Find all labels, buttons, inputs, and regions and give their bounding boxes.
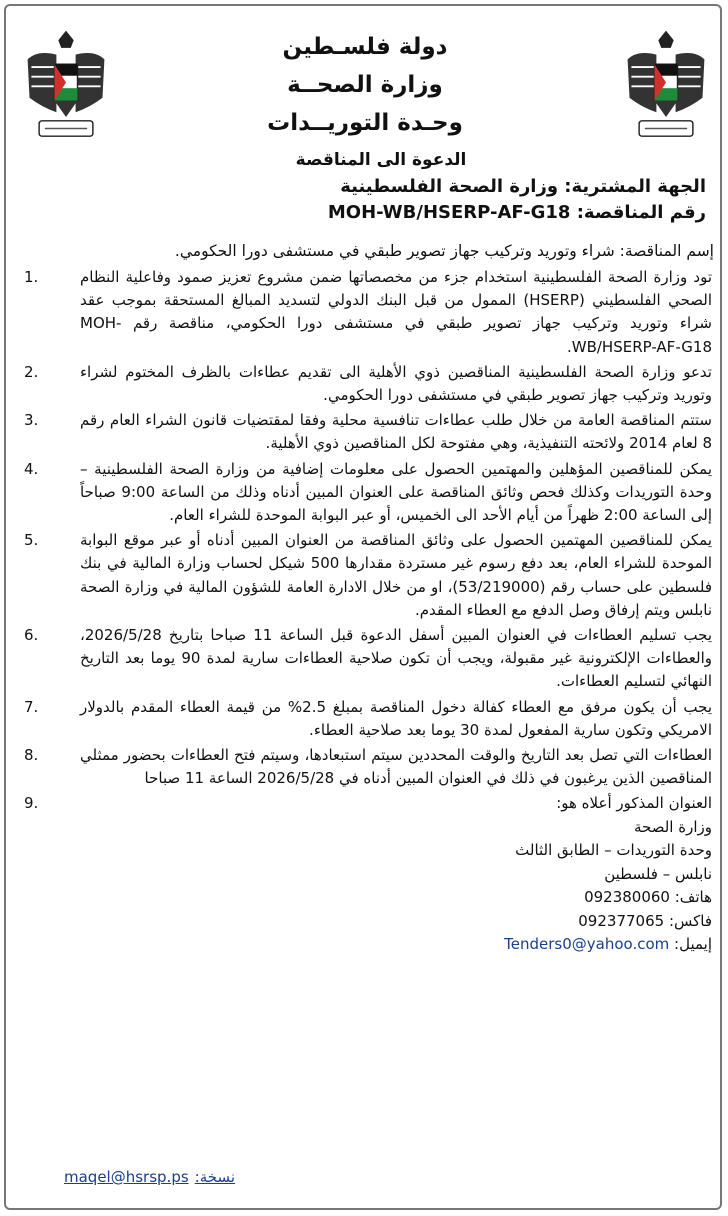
palestine-eagle-emblem-left-icon <box>18 18 114 168</box>
item-number: 1. <box>24 268 39 286</box>
item-number: 9. <box>24 794 39 813</box>
address-intro: العنوان المذكور أعلاه هو: <box>556 794 712 813</box>
state-name: دولة فلسـطين <box>282 34 448 60</box>
item-number: 3. <box>24 411 39 430</box>
item-number: 2. <box>24 362 39 381</box>
copy-line <box>64 1168 235 1186</box>
address-phone: هاتف: 092380060 <box>584 888 712 907</box>
list-item <box>14 624 714 694</box>
invitation-title: الدعوة الى المناقصة <box>295 150 467 170</box>
item-number: 8. <box>24 746 39 765</box>
tender-ref-value: MOH-WB/HSERP-AF-G18 <box>327 202 571 223</box>
list-item <box>14 266 714 359</box>
tender-items <box>14 266 714 959</box>
address-email[interactable]: Tenders0@yahoo.com <box>504 935 670 954</box>
address-email-label: إيميل: <box>669 935 712 954</box>
list-item <box>14 409 714 455</box>
list-item <box>14 696 714 742</box>
unit-name: وحـدة التوريــدات <box>267 110 463 136</box>
item-text: تدعو وزارة الصحة الفلسطينية المناقصين ذوي الأهلية الى تقديم عطاءات بالظرف المختوم لشراء وتوريد وتركيب جهاز تصوير طبقي في مستشفى دورا الحكومي. <box>80 362 712 405</box>
address-email-row <box>80 933 712 957</box>
palestine-eagle-emblem-right-icon <box>618 18 714 168</box>
copy-label: نسخة: <box>194 1168 235 1186</box>
buyer-line: الجهة المشترية: وزارة الصحة الفلسطينية <box>340 176 706 197</box>
item-text: يجب أن يكون مرفق مع العطاء كفالة دخول المناقصة بمبلغ 2.5% من قيمة العطاء المقدم بالدولار الامريكي وتكون سارية المفعول لمدة 30 يوما بعد صلاحية العطاء. <box>80 697 712 739</box>
item-number: 7. <box>24 697 39 716</box>
list-item <box>14 458 714 528</box>
item-text: يمكن للمناقصين المؤهلين والمهتمين الحصول على معلومات إضافية من وزارة الصحة الفلسطينية – وحدة التوريدات وكذلك فحص وثائق المناقصة على العنوان المبين أدناه وذلك من الساعة 9:00 صباحاً إلى الساعة 2:00 ظهراً من أيام الأحد الى الخميس، أو عبر البوابة الموحدة للشراء العام. <box>80 459 712 525</box>
copy-email-link[interactable]: maqel@hsrsp.ps <box>64 1168 189 1186</box>
tender-ref-label: رقم المناقصة: <box>570 202 706 223</box>
item-number: 5. <box>24 531 39 550</box>
tender-name: إسم المناقصة: شراء وتوريد وتركيب جهاز تصوير طبقي في مستشفى دورا الحكومي. <box>174 242 714 260</box>
item-number: 4. <box>24 459 39 478</box>
address-line-city: نابلس – فلسطين <box>604 864 712 883</box>
item-text: العطاءات التي تصل بعد التاريخ والوقت المحددين سيتم استبعادها، وسيتم فتح العطاءات بحضور ممثلي المناقصين الذين يرغبون في ذلك في العنوان المبين أدناه في 2026/5/28 الساعة 11 صباحا <box>80 746 712 788</box>
item-text: تود وزارة الصحة الفلسطينية استخدام جزء من مخصصاتها ضمن مشروع تعزيز صمود وفاعلية النظام الصحي الفلسطيني (HSERP) الممول من قبل البنك الدولي لتسديد المبالغ المستحقة بموجب عقد شراء وتوريد وتركيب جهاز تصوير طبقي في مستشفى دورا الحكومي، مناقصة رقم MOH-WB/HSERP-AF-G18. <box>80 268 712 356</box>
list-item <box>14 744 714 790</box>
address-item <box>14 792 714 957</box>
ministry-name: وزارة الصحــة <box>287 72 443 98</box>
list-item <box>14 361 714 407</box>
item-text: يمكن للمناقصين المهتمين الحصول على وثائق المناقصة من العنوان المبين أدناه أو عبر موقع البوابة الموحدة للشراء العام، بعد دفع رسوم غير مستردة مقدارها 500 شيكل لحساب وزارة المالية في بنك فلسطين على حساب رقم (53/219000)، او من خلال الادارة العامة للشؤون المالية في وزارة الصحة نابلس ويتم إرفاق وصل الدفع مع العطاء المقدم. <box>80 531 712 619</box>
tender-meta <box>16 150 706 226</box>
item-number: 6. <box>24 626 39 645</box>
address-fax: فاكس: 092377065 <box>578 911 712 930</box>
item-text: يجب تسليم العطاءات في العنوان المبين أسفل الدعوة قبل الساعة 11 صباحا بتاريخ 2026/5/28، والعطاءات الإلكترونية غير مقبولة، ويجب أن تكون صلاحية العطاءات سارية لمدة 90 يوما بعد التاريخ النهائي لتسليم العطاءات. <box>80 626 712 691</box>
letterhead <box>210 28 520 142</box>
item-text: ستتم المناقصة العامة من خلال طلب عطاءات تنافسية محلية وفقا لمقتضيات قانون الشراء العام رقم 8 لعام 2014 ولائحته التنفيذية، وهي مفتوحة لكل المناقصين ذوي الأهلية. <box>80 411 712 453</box>
tender-ref-line <box>16 200 706 226</box>
list-item <box>14 529 714 622</box>
address-line-unit: وحدة التوريدات – الطابق الثالث <box>515 841 712 860</box>
address-line-ministry: وزارة الصحة <box>634 817 712 836</box>
